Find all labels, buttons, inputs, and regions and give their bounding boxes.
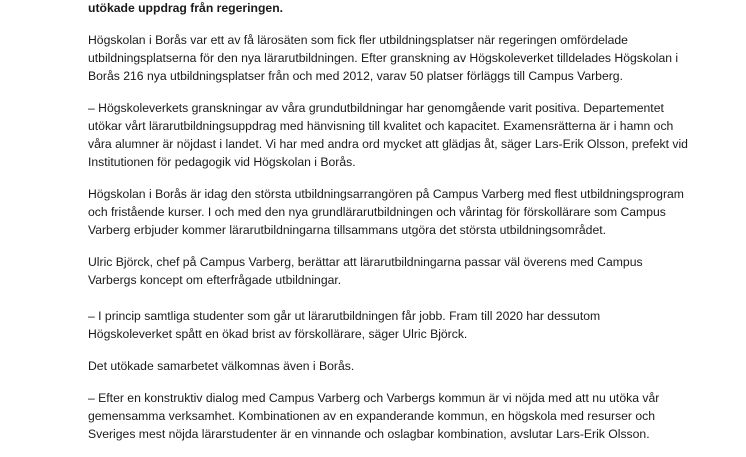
paragraph-line: – I princip samtliga studenter som går ut lärarutbildningen får jobb. Fram till 2020 har dessutom (88, 309, 601, 323)
paragraph-line: Högskolan i Borås är idag den största utbildningsarrangören på Campus Varberg med flest utbildningsprogram (88, 187, 684, 201)
paragraph-line: utökar vårt lärarutbildningsuppdrag med hänvisning till kvalitet och kapacitet. Examensrätterna är i hamn och (88, 119, 674, 133)
article-body (88, 0, 728, 457)
paragraph-line: Det utökade samarbetet välkomnas även i Borås. (88, 359, 355, 373)
paragraph-quote-olsson (88, 99, 728, 171)
paragraph-line: Högskolan i Borås var ett av få lärosäten som fick fler utbildningsplatser när regeringen omfördelade (88, 33, 628, 47)
paragraph-line: Varbergs koncept om efterfrågade utbildningar. (88, 273, 342, 287)
paragraph-line: Sveriges mest nöjda lärarstudenter är en vinnande och oslagbar kombination, avslutar Lars-Erik Olsson. (88, 427, 650, 441)
paragraph-line: gemensamma verksamhet. Kombinationen av en expanderande kommun, en högskola med resurser och (88, 409, 656, 423)
paragraph-line: Institutionen för pedagogik vid Högskolan i Borås. (88, 155, 356, 169)
paragraph-line: Ulric Björck, chef på Campus Varberg, berättar att lärarutbildningarna passar väl överens med Campus (88, 255, 643, 269)
paragraph-line: Högskoleverket spått en ökad brist av förskollärare, säger Ulric Björck. (88, 327, 468, 341)
paragraph-line: – Högskoleverkets granskningar av våra grundutbildningar har genomgående varit positiva. Departementet (88, 101, 664, 115)
paragraph-boras (88, 357, 728, 375)
paragraph-line: Borås 216 nya utbildningsplatser från och med 2012, varav 50 platser förläggs till Campus Varberg. (88, 69, 623, 83)
paragraph-platser (88, 31, 728, 85)
paragraph-quote-final (88, 389, 728, 443)
paragraph-line: – Efter en konstruktiv dialog med Campus Varberg och Varbergs kommun är vi nöjda med att nu utöka vår (88, 391, 660, 405)
paragraph-line: utbildningsplatserna för den nya lärarutbildningen. Efter granskning av Högskoleverket tilldelades Högskolan i (88, 51, 679, 65)
paragraph-quote-bjorck (88, 307, 728, 343)
paragraph-line: våra alumner är nöjdast i landet. Vi har med andra ord mycket att glädjas åt, säger Lars-Erik Olsson, prefekt vid (88, 137, 688, 151)
paragraph-line: och fristående kurser. I och med den nya grundlärarutbildningen och vårintag för förskollärare som Campus (88, 205, 666, 219)
lead-sentence: utökade uppdrag från regeringen. (88, 1, 284, 15)
paragraph-bjorck (88, 253, 728, 289)
paragraph-campus-varberg (88, 185, 728, 239)
paragraph-line: Varberg erbjuder kommer lärarutbildningarna tillsammans utgöra det största utbildningsområdet. (88, 223, 606, 237)
